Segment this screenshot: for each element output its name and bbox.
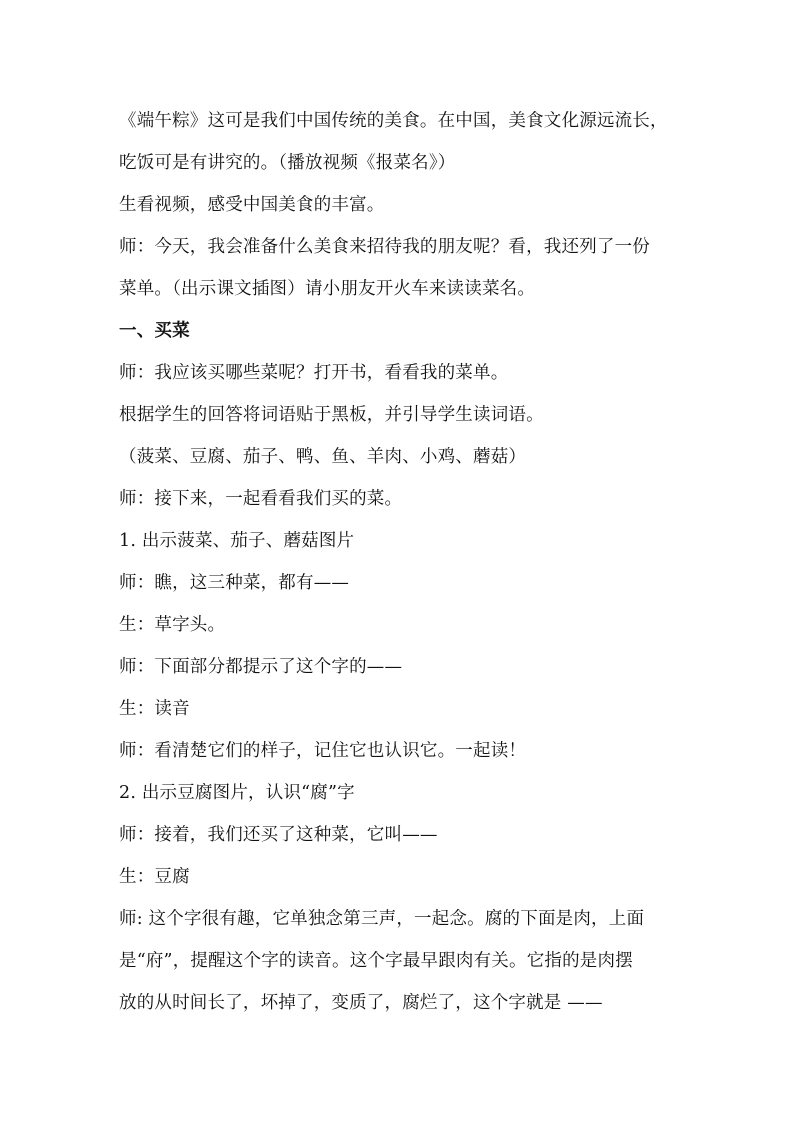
- paragraph-line-5: 菜单。（出示课文插图）请小朋友开火车来读读菜名。: [119, 279, 536, 299]
- paragraph-line-14: 师：下面部分都提示了这个字的——: [119, 657, 403, 677]
- paragraph-line-21: 是“府”，提醒这个字的读音。这个字最早跟肉有关。它指的是肉摆: [119, 951, 633, 971]
- section-heading: 一、买菜: [119, 321, 190, 341]
- paragraph-line-18: 师：接着，我们还买了这种菜，它叫——: [119, 825, 438, 845]
- paragraph-line-12: 师：瞧，这三种菜，都有——: [119, 573, 350, 593]
- paragraph-line-22: 放的从时间长了，坏掉了，变质了，腐烂了，这个字就是 ——: [119, 993, 603, 1013]
- paragraph-line-16: 师：看清楚它们的样子，记住它也认识它。一起读！: [119, 741, 527, 761]
- list-item-2: 2. 出示豆腐图片，认识“腐”字: [119, 783, 355, 803]
- paragraph-line-2: 吃饭可是有讲究的。（播放视频《报菜名》）: [119, 153, 456, 173]
- paragraph-line-10: 师：接下来，一起看看我们买的菜。: [119, 489, 403, 509]
- paragraph-line-7: 师：我应该买哪些菜呢？打开书，看看我的菜单。: [119, 363, 509, 383]
- document-body: [119, 100, 689, 1024]
- paragraph-line-20: 师: 这个字很有趣，它单独念第三声，一起念。腐的下面是肉，上面: [119, 909, 645, 929]
- paragraph-line-13: 生：草字头。: [119, 615, 226, 635]
- paragraph-line-8: 根据学生的回答将词语贴于黑板，并引导学生读词语。: [119, 405, 544, 425]
- paragraph-line-9: （菠菜、豆腐、茄子、鸭、鱼、羊肉、小鸡、蘑菇）: [119, 447, 527, 467]
- paragraph-line-15: 生：读音: [119, 699, 190, 719]
- paragraph-line-3: 生看视频，感受中国美食的丰富。: [119, 195, 385, 215]
- paragraph-line-19: 生：豆腐: [119, 867, 190, 887]
- paragraph-line-1: 《端午粽》这可是我们中国传统的美食。在中国，美食文化源远流长，: [119, 111, 668, 131]
- list-item-1: 1. 出示菠菜、茄子、蘑菇图片: [119, 531, 355, 551]
- paragraph-line-4: 师：今天，我会准备什么美食来招待我的朋友呢？看，我还列了一份: [119, 237, 650, 257]
